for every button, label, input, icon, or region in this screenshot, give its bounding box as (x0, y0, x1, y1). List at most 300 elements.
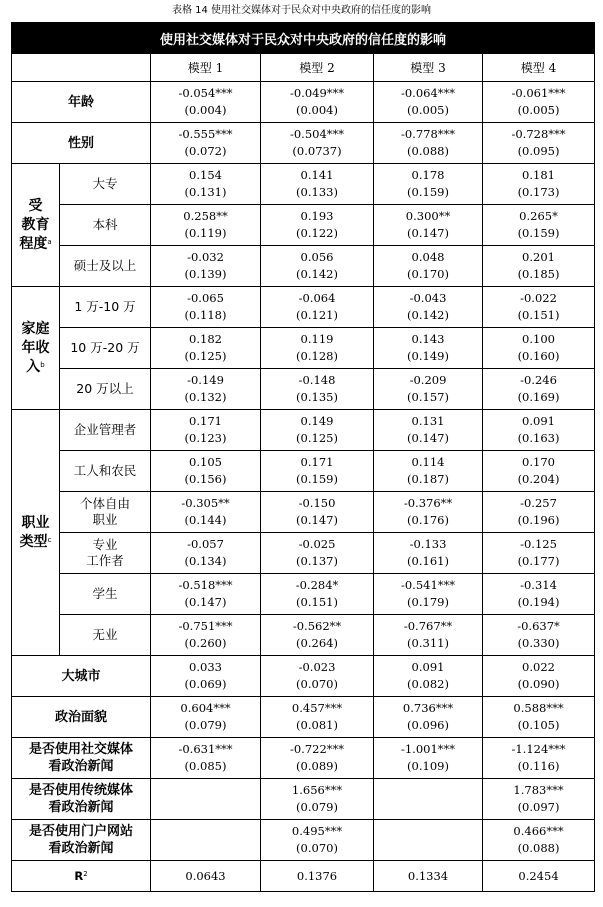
coefficient: -0.148 (298, 373, 336, 387)
standard-error: (0.142) (296, 267, 338, 281)
model-2-cell (261, 697, 374, 738)
label-line: 看政治新闻 (48, 841, 114, 856)
label-line: 是否使用门户网站 (28, 824, 133, 839)
standard-error: (0.116) (517, 759, 560, 773)
label-line: 看政治新闻 (48, 759, 114, 774)
table-row (12, 656, 595, 697)
model-3-cell (374, 615, 483, 656)
model-1-cell (151, 246, 261, 287)
coefficient: -0.722*** (289, 742, 345, 756)
coefficient: -0.032 (187, 250, 224, 264)
label-line: 类型$^c$ (19, 533, 52, 550)
model-2-cell (261, 492, 374, 533)
coefficient: 0.100 (522, 332, 555, 346)
coefficient: -0.376** (403, 496, 453, 510)
model-3-cell (374, 164, 483, 205)
model-4-cell (483, 246, 595, 287)
table-row (12, 369, 595, 410)
coefficient: 0.131 (411, 414, 445, 428)
model-2-cell (261, 779, 374, 820)
label-line: 是否使用传统媒体 (28, 783, 133, 798)
label-line: 入$^b$ (26, 358, 45, 375)
coefficient: 0.182 (189, 332, 222, 346)
coefficient: 0.193 (300, 209, 334, 223)
category-label: 本科 (60, 205, 151, 246)
coefficient: -0.728*** (511, 127, 566, 141)
coefficient: -0.133 (409, 537, 447, 551)
model-2-cell (261, 328, 374, 369)
model-3-cell (374, 287, 483, 328)
coefficient: 1.656*** (291, 783, 343, 797)
group-label (12, 287, 60, 410)
standard-error: (0.169) (517, 390, 560, 404)
standard-error: (0.187) (407, 472, 449, 486)
model-4-cell (483, 738, 595, 779)
coefficient: -0.150 (298, 496, 336, 510)
table-row (12, 451, 595, 492)
model-1-cell (151, 123, 261, 164)
standard-error: (0.170) (407, 267, 449, 281)
standard-error: (0.004) (296, 103, 338, 117)
standard-error: (0.090) (517, 677, 560, 691)
coefficient: 0.588*** (513, 701, 564, 715)
model-2-cell (261, 656, 374, 697)
model-4-cell (483, 123, 595, 164)
coefficient: 0.056 (300, 250, 334, 264)
model-1-cell (151, 164, 261, 205)
model-2-cell (261, 451, 374, 492)
corner-cell (12, 54, 151, 82)
standard-error: (0.088) (517, 841, 560, 855)
category-label: 学生 (60, 574, 151, 615)
model-4-cell (483, 82, 595, 123)
coefficient: -0.064*** (400, 86, 456, 100)
model-4-cell (483, 164, 595, 205)
standard-error: (0.330) (517, 636, 560, 650)
table-row (12, 287, 595, 328)
standard-error: (0.137) (296, 554, 338, 568)
model-3-cell (374, 82, 483, 123)
standard-error: (0.131) (184, 185, 227, 199)
standard-error: (0.069) (184, 677, 227, 691)
model-2-header: 模型 2 (261, 54, 374, 82)
standard-error: (0.151) (517, 308, 560, 322)
standard-error: (0.161) (407, 554, 449, 568)
standard-error: (0.156) (184, 472, 227, 486)
standard-error: (0.179) (407, 595, 449, 609)
coefficient: 0.091 (522, 414, 555, 428)
standard-error: (0.128) (296, 349, 338, 363)
table-row (12, 738, 595, 779)
model-2-cell (261, 820, 374, 861)
label-line: 程度$^a$ (19, 235, 52, 252)
table-row (12, 533, 595, 574)
row-label-text: 政治面貌 (54, 709, 107, 725)
standard-error: (0.004) (184, 103, 227, 117)
standard-error: (0.147) (407, 431, 449, 445)
model-1-cell (151, 574, 261, 615)
coefficient: -0.054*** (178, 86, 233, 100)
model-4-cell (483, 533, 595, 574)
label-line: 是否使用社交媒体 (28, 742, 133, 757)
coefficient: -0.767** (403, 619, 453, 633)
model-2-cell (261, 615, 374, 656)
standard-error: (0.125) (184, 349, 227, 363)
model-1-cell (151, 82, 261, 123)
r-squared-label (12, 861, 151, 892)
coefficient: 0.033 (189, 660, 222, 674)
row-label-text: 大城市 (61, 668, 101, 684)
label-line: 个体自由 (79, 496, 130, 511)
model-1-header: 模型 1 (151, 54, 261, 82)
standard-error: (0.149) (407, 349, 449, 363)
model-4-cell (483, 574, 595, 615)
model-3-cell (374, 328, 483, 369)
model-1-cell (151, 328, 261, 369)
model-2-cell (261, 205, 374, 246)
coefficient: -0.061*** (511, 86, 566, 100)
model-3-cell (374, 410, 483, 451)
footnote-marker: c (47, 535, 52, 544)
model-1-cell (151, 738, 261, 779)
row-label (12, 656, 151, 697)
category-label (60, 533, 151, 574)
model-2-cell (261, 123, 374, 164)
footnote-marker: a (47, 237, 52, 246)
coefficient: 0.048 (411, 250, 445, 264)
model-2-cell (261, 246, 374, 287)
standard-error: (0.177) (517, 554, 560, 568)
label-line: 家庭 (21, 320, 50, 337)
coefficient: -1.001*** (400, 742, 456, 756)
row-label (12, 697, 151, 738)
standard-error: (0.070) (296, 841, 338, 855)
standard-error: (0.135) (296, 390, 338, 404)
coefficient: 0.300** (405, 209, 451, 223)
model-1-cell (151, 533, 261, 574)
coefficient: -0.778*** (400, 127, 456, 141)
table-title: 使用社交媒体对于民众对中央政府的信任度的影响 (12, 23, 595, 54)
coefficient: -0.043 (409, 291, 447, 305)
regression-table (11, 22, 595, 892)
coefficient: 0.258** (183, 209, 228, 223)
standard-error: (0.204) (517, 472, 560, 486)
coefficient: -0.025 (298, 537, 336, 551)
standard-error: (0.134) (184, 554, 227, 568)
standard-error: (0.125) (296, 431, 338, 445)
standard-error: (0.142) (407, 308, 449, 322)
category-label: 硕士及以上 (60, 246, 151, 287)
standard-error: (0.096) (407, 718, 449, 732)
row-label-text: 性别 (67, 135, 94, 151)
model-4-header: 模型 4 (483, 54, 595, 82)
standard-error: (0.185) (517, 267, 560, 281)
model-3-cell (374, 369, 483, 410)
row-label-text: 年龄 (67, 94, 94, 110)
standard-error: (0.194) (517, 595, 560, 609)
r-squared-model-4: 0.2454 (483, 861, 595, 892)
coefficient: 0.457*** (291, 701, 343, 715)
coefficient: -0.504*** (289, 127, 345, 141)
row-label (12, 82, 151, 123)
group-label (12, 410, 60, 656)
row-label (12, 738, 151, 779)
standard-error: (0.081) (296, 718, 338, 732)
coefficient: 0.149 (300, 414, 334, 428)
model-4-cell (483, 328, 595, 369)
coefficient: 0.736*** (402, 701, 454, 715)
model-header-row (12, 54, 595, 82)
r-squared-text: R (74, 868, 84, 883)
standard-error: (0.118) (184, 308, 227, 322)
model-1-cell (151, 287, 261, 328)
model-3-cell (374, 820, 483, 861)
model-1-cell (151, 451, 261, 492)
coefficient: -0.555*** (178, 127, 233, 141)
model-3-cell (374, 246, 483, 287)
coefficient: 0.181 (522, 168, 555, 182)
coefficient: 1.783*** (513, 783, 564, 797)
standard-error: (0.079) (296, 800, 338, 814)
standard-error: (0.139) (184, 267, 227, 281)
model-4-cell (483, 656, 595, 697)
category-label: 工人和农民 (60, 451, 151, 492)
coefficient: -0.637* (517, 619, 560, 633)
coefficient: -0.149 (187, 373, 224, 387)
model-4-cell (483, 410, 595, 451)
model-2-cell (261, 82, 374, 123)
table-row (12, 164, 595, 205)
coefficient: 0.265* (519, 209, 558, 223)
standard-error: (0.159) (407, 185, 449, 199)
coefficient: -0.065 (187, 291, 224, 305)
coefficient: -0.049*** (289, 86, 345, 100)
coefficient: 0.171 (189, 414, 222, 428)
model-4-cell (483, 820, 595, 861)
category-label (60, 492, 151, 533)
coefficient: -0.209 (409, 373, 447, 387)
model-4-cell (483, 697, 595, 738)
category-label: 1 万-10 万 (60, 287, 151, 328)
label-line: 年收 (21, 339, 50, 356)
standard-error: (0.095) (517, 144, 560, 158)
table-row (12, 123, 595, 164)
model-3-cell (374, 574, 483, 615)
table-caption: 表格 14 使用社交媒体对于民众对中央政府的信任度的影响 (171, 5, 432, 16)
model-4-cell (483, 492, 595, 533)
coefficient: -0.284* (295, 578, 339, 592)
standard-error: (0.072) (184, 144, 227, 158)
model-1-cell (151, 492, 261, 533)
coefficient: 0.495*** (291, 824, 343, 838)
standard-error: (0.088) (407, 144, 449, 158)
model-3-cell (374, 697, 483, 738)
label-line: 职业 (21, 514, 50, 531)
model-3-cell (374, 779, 483, 820)
standard-error: (0.085) (184, 759, 227, 773)
coefficient: 0.466*** (513, 824, 564, 838)
model-4-cell (483, 451, 595, 492)
category-label: 企业管理者 (60, 410, 151, 451)
standard-error: (0.144) (184, 513, 227, 527)
model-1-cell (151, 205, 261, 246)
label-line: 专业 (92, 537, 118, 552)
category-label: 无业 (60, 615, 151, 656)
model-3-cell (374, 205, 483, 246)
coefficient: -0.751*** (178, 619, 233, 633)
standard-error: (0.079) (184, 718, 227, 732)
model-2-cell (261, 164, 374, 205)
coefficient: -0.518*** (178, 578, 233, 592)
model-1-cell (151, 656, 261, 697)
row-label (12, 779, 151, 820)
table-row (12, 410, 595, 451)
standard-error: (0.122) (296, 226, 338, 240)
table-row (12, 328, 595, 369)
standard-error: (0.005) (407, 103, 449, 117)
category-label: 10 万-20 万 (60, 328, 151, 369)
coefficient: 0.114 (411, 455, 445, 469)
label-line: 受 (28, 197, 43, 214)
coefficient: 0.105 (189, 455, 222, 469)
standard-error: (0.157) (407, 390, 449, 404)
coefficient: -0.023 (298, 660, 336, 674)
model-3-cell (374, 738, 483, 779)
label-line: 职业 (92, 512, 118, 527)
model-1-cell (151, 369, 261, 410)
model-1-cell (151, 820, 261, 861)
coefficient: -0.064 (298, 291, 336, 305)
model-3-header: 模型 3 (374, 54, 483, 82)
standard-error: (0.264) (296, 636, 338, 650)
model-2-cell (261, 533, 374, 574)
coefficient: -0.257 (520, 496, 557, 510)
r-squared-model-3: 0.1334 (374, 861, 483, 892)
standard-error: (0.082) (407, 677, 449, 691)
coefficient: -1.124*** (511, 742, 566, 756)
coefficient: 0.022 (522, 660, 555, 674)
standard-error: (0.151) (296, 595, 338, 609)
standard-error: (0.0737) (292, 144, 342, 158)
coefficient: 0.141 (300, 168, 334, 182)
table-row (12, 820, 595, 861)
row-label (12, 820, 151, 861)
standard-error: (0.260) (184, 636, 227, 650)
coefficient: -0.246 (520, 373, 557, 387)
model-1-cell (151, 697, 261, 738)
coefficient: -0.022 (520, 291, 557, 305)
model-4-cell (483, 779, 595, 820)
standard-error: (0.147) (296, 513, 338, 527)
model-4-cell (483, 287, 595, 328)
table-row (12, 779, 595, 820)
standard-error: (0.196) (517, 513, 560, 527)
coefficient: 0.178 (411, 168, 445, 182)
r-squared-model-2: 0.1376 (261, 861, 374, 892)
standard-error: (0.159) (517, 226, 560, 240)
standard-error: (0.119) (184, 226, 227, 240)
model-3-cell (374, 533, 483, 574)
coefficient: -0.631*** (178, 742, 233, 756)
standard-error: (0.173) (517, 185, 560, 199)
standard-error: (0.132) (184, 390, 227, 404)
standard-error: (0.005) (517, 103, 560, 117)
table-header-row (12, 23, 595, 54)
coefficient: -0.125 (520, 537, 557, 551)
table-row (12, 492, 595, 533)
model-4-cell (483, 615, 595, 656)
r-squared-row (12, 861, 595, 892)
table-row (12, 697, 595, 738)
group-label (12, 164, 60, 287)
standard-error: (0.147) (407, 226, 449, 240)
model-4-cell (483, 205, 595, 246)
standard-error: (0.163) (517, 431, 560, 445)
standard-error: (0.123) (184, 431, 227, 445)
model-3-cell (374, 492, 483, 533)
model-1-cell (151, 410, 261, 451)
model-3-cell (374, 656, 483, 697)
model-3-cell (374, 123, 483, 164)
standard-error: (0.105) (517, 718, 560, 732)
standard-error: (0.147) (184, 595, 227, 609)
model-2-cell (261, 738, 374, 779)
standard-error: (0.176) (407, 513, 449, 527)
standard-error: (0.160) (517, 349, 560, 363)
coefficient: 0.170 (522, 455, 555, 469)
model-2-cell (261, 574, 374, 615)
standard-error: (0.070) (296, 677, 338, 691)
standard-error: (0.311) (407, 636, 449, 650)
coefficient: 0.201 (522, 250, 555, 264)
footnote-marker: b (40, 360, 45, 369)
model-2-cell (261, 410, 374, 451)
category-label: 大专 (60, 164, 151, 205)
coefficient: 0.119 (300, 332, 334, 346)
coefficient: -0.562** (292, 619, 342, 633)
coefficient: -0.541*** (400, 578, 456, 592)
label-line: 工作者 (86, 553, 124, 568)
model-1-cell (151, 779, 261, 820)
table-row (12, 246, 595, 287)
standard-error: (0.089) (296, 759, 338, 773)
model-2-cell (261, 369, 374, 410)
model-2-cell (261, 287, 374, 328)
model-3-cell (374, 451, 483, 492)
table-row (12, 615, 595, 656)
table-row (12, 574, 595, 615)
coefficient: 0.091 (411, 660, 445, 674)
row-label (12, 123, 151, 164)
label-line: 教育 (21, 216, 50, 233)
coefficient: 0.154 (189, 168, 222, 182)
coefficient: 0.604*** (180, 701, 231, 715)
category-label: 20 万以上 (60, 369, 151, 410)
standard-error: (0.097) (517, 800, 560, 814)
model-1-cell (151, 615, 261, 656)
table-row (12, 205, 595, 246)
r-squared-exponent: 2 (83, 869, 88, 878)
coefficient: 0.171 (300, 455, 334, 469)
coefficient: -0.314 (520, 578, 557, 592)
table-row (12, 82, 595, 123)
r-squared-model-1: 0.0643 (151, 861, 261, 892)
standard-error: (0.109) (407, 759, 449, 773)
model-4-cell (483, 369, 595, 410)
standard-error: (0.121) (296, 308, 338, 322)
coefficient: 0.143 (411, 332, 445, 346)
standard-error: (0.159) (296, 472, 338, 486)
